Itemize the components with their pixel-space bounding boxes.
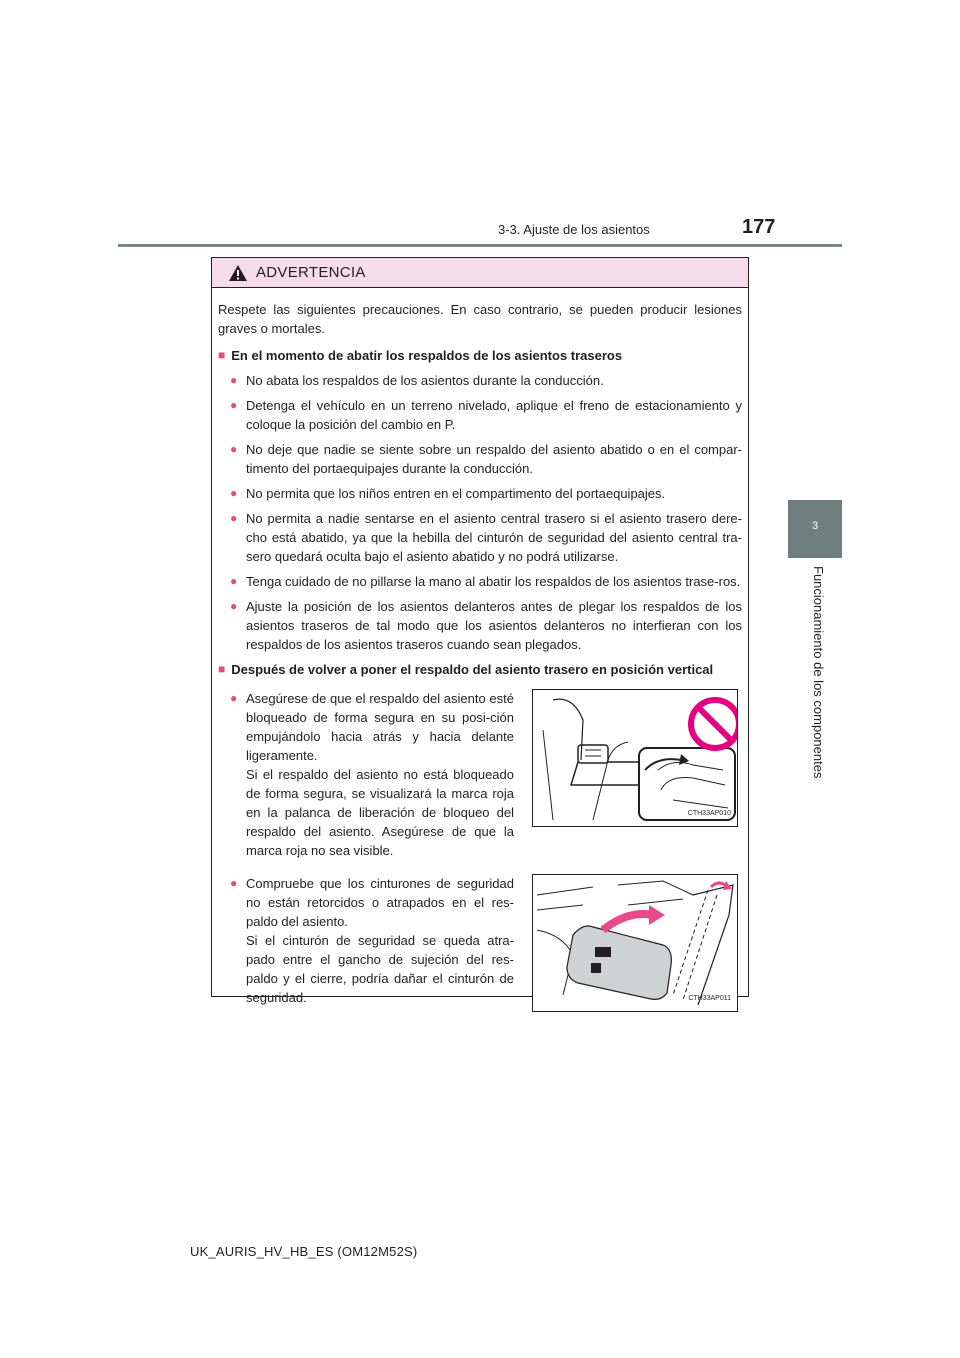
list-item: [218, 396, 742, 434]
header-rule: [118, 244, 842, 247]
list-item-text: No permita a nadie sentarse en el asiento central trasero si el asiento trasero dere-cho está abatido, ya que la hebilla del cinturón de seguridad del asiento central tra-sero quedará oculta bajo el asiento abatido y no podrá utilizarse.: [246, 511, 742, 564]
list-item-text: Compruebe que los cinturones de seguridad no están retorcidos o atrapados en el res-paldo del asiento. Si el cinturón de seguridad se queda atra-pado entre el gancho de sujeción del res-paldo y el cierre, podría dañar el cinturón de seguridad.: [246, 876, 514, 1005]
list-item-text: Asegúrese de que el respaldo del asiento esté bloqueado de forma segura en su posi-ción empujándolo hacia atrás y hacia delante ligeramente. Si el respaldo del asiento no está bloqueado de forma segura, se visualizará la marca roja en la palanca de liberación de bloqueo del respaldo del asiento. Asegúrese de que la marca roja no sea visible.: [246, 691, 514, 858]
list-item: [218, 509, 742, 566]
warning-header: [212, 258, 748, 288]
section-heading: [218, 346, 742, 365]
figure-code: CTH33AP010: [687, 810, 731, 817]
page-number: 177: [742, 216, 776, 238]
section-heading-text: En el momento de abatir los respaldos de los asientos traseros: [231, 348, 623, 363]
figure-seatbelt: [532, 874, 738, 1012]
list-item: [218, 484, 742, 503]
bullet-dot-icon: ●: [230, 691, 238, 705]
list-item: [218, 440, 742, 478]
warning-triangle-icon: [228, 264, 248, 282]
list-item: [218, 371, 742, 390]
list-item-text: No deje que nadie se siente sobre un respaldo del asiento abatido o en el compar-timento del portaequipajes durante la conducción.: [246, 442, 742, 476]
list-item-text: No abata los respaldos de los asientos durante la conducción.: [246, 373, 604, 388]
list-item: [218, 572, 742, 591]
square-bullet-icon: ■: [218, 348, 226, 362]
bullet-dot-icon: ●: [230, 876, 238, 890]
list-item: [218, 689, 514, 860]
list-item-text: No permita que los niños entren en el compartimento del portaequipajes.: [246, 486, 666, 501]
warning-body: [212, 288, 748, 1013]
bullet-dot-icon: ●: [230, 373, 238, 387]
list-item-text: Detenga el vehículo en un terreno nivelado, aplique el freno de estacionamiento y coloque la posición del cambio en P.: [246, 398, 742, 432]
document-code: UK_AURIS_HV_HB_ES (OM12M52S): [190, 1244, 418, 1259]
section-title: 3-3. Ajuste de los asientos: [498, 222, 650, 237]
section-heading-text: Después de volver a poner el respaldo del asiento trasero en posición vertical: [231, 662, 714, 677]
bullet-dot-icon: ●: [230, 398, 238, 412]
warning-intro: Respete las siguientes precauciones. En caso contrario, se pueden producir lesiones graves o mortales.: [218, 302, 742, 336]
chapter-title: Funcionamiento de los componentes: [811, 566, 826, 779]
list-item: [218, 874, 514, 1007]
warning-box: [211, 257, 749, 1005]
figure-seat-lock: [532, 689, 738, 827]
bullet-dot-icon: ●: [230, 442, 238, 456]
list-item: [218, 597, 742, 654]
section-heading: [218, 660, 742, 679]
bullet-dot-icon: ●: [230, 574, 238, 588]
square-bullet-icon: ■: [218, 662, 226, 676]
warning-title: ADVERTENCIA: [256, 264, 366, 281]
list-item-text: Ajuste la posición de los asientos delanteros antes de plegar los respaldos de los asientos traseros de tal modo que los asientos delanteros no interfieran con los respaldos de los asientos traseros cuando sean plegados.: [246, 599, 742, 652]
chapter-tab: [788, 500, 842, 558]
list-item-text: Tenga cuidado de no pillarse la mano al abatir los respaldos de los asientos trase-ros.: [246, 574, 741, 589]
figure-row: [218, 874, 742, 1013]
chapter-number: 3: [811, 520, 819, 532]
bullet-dot-icon: ●: [230, 511, 238, 525]
figure-row: [218, 689, 742, 866]
bullet-dot-icon: ●: [230, 599, 238, 613]
bullet-dot-icon: ●: [230, 486, 238, 500]
figure-code: CTH33AP011: [688, 995, 731, 1002]
